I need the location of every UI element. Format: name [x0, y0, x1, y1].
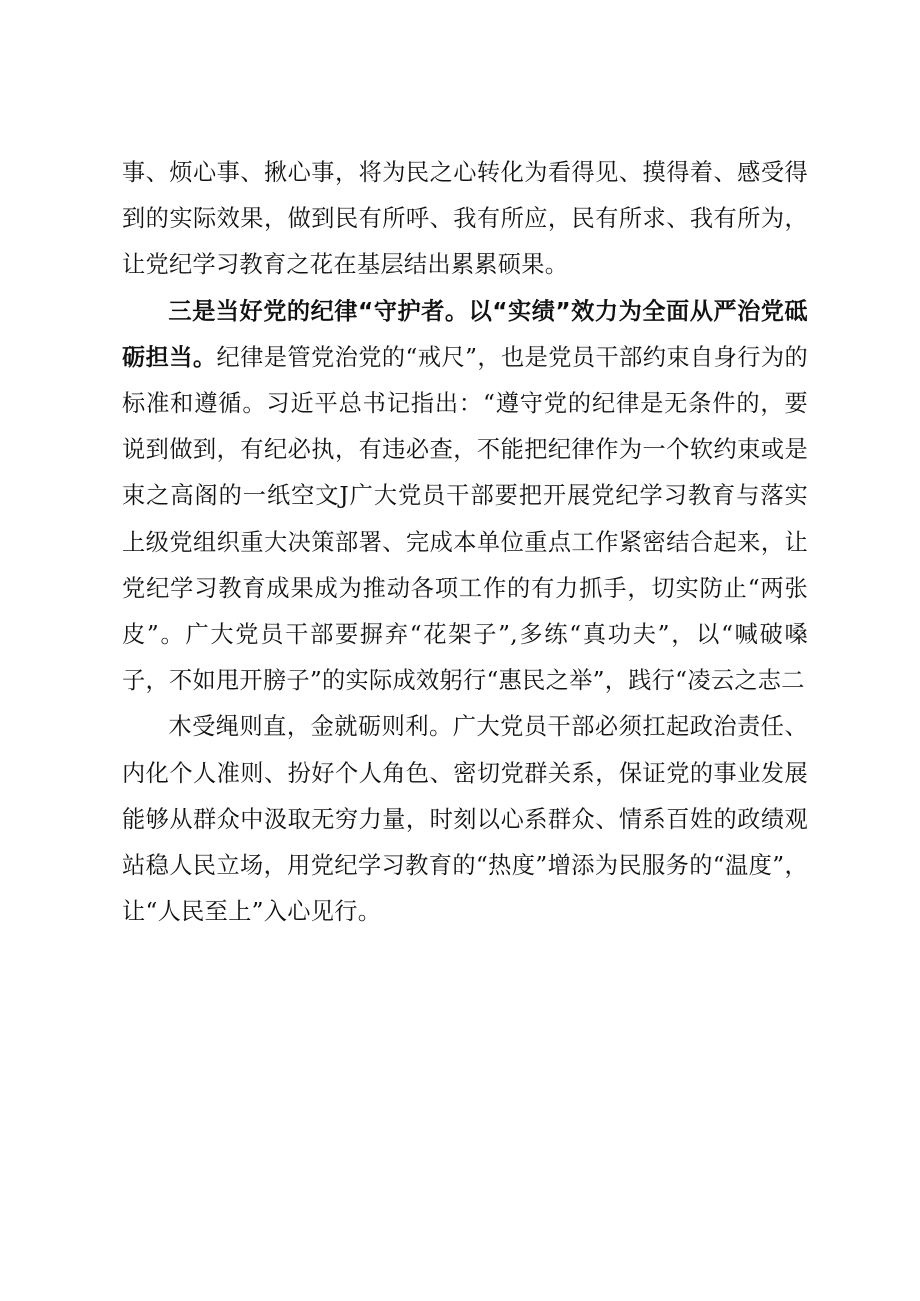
- paragraph-guardian: [122, 289, 808, 705]
- paragraph-text: 纪律是管党治党的“戒尺”，也是党员干部约束自身行为的标准和遵循。习近平总书记指出：“遵守党的纪律是无条件的，要说到做到，有纪必执，有违必查，不能把纪律作为一个软约束或是束之高阁的一纸空文J广大党员干部要把开展党纪学习教育与落实上级党组织重大决策部署、完成本单位重点工作紧密结合起来，让党纪学习教育成果成为推动各项工作的有力抓手，切实防止“两张皮”。广大党员干部要摒弃“花架子”,多练“真功夫”，以“喊破嗓子，不如甩开膀子”的实际成效躬行“惠民之举”，践行“凌云之志二: [122, 343, 808, 695]
- paragraph-continuation: [122, 150, 808, 289]
- paragraph-text: 事、烦心事、揪心事，将为民之心转化为看得见、摸得着、感受得到的实际效果，做到民有所呼、我有所应，民有所求、我有所为，让党纪学习教育之花在基层结出累累硕果。: [122, 159, 808, 279]
- document-body: [122, 150, 808, 935]
- paragraph-text: 木受绳则直，金就砺则利。广大党员干部必须扛起政治责任、内化个人准则、扮好个人角色、密切党群关系，保证党的事业发展能够从群众中汲取无穷力量，时刻以心系群众、情系百姓的政绩观站稳人民立场，用党纪学习教育的“热度”增添为民服务的“温度”，让“人民至上”入心见行。: [122, 713, 808, 926]
- paragraph-conclusion: [122, 704, 808, 935]
- paragraph-heading: 三是当好党的纪律“守护者。以“实绩”效力为全面从严治党砥砺担当。: [122, 297, 808, 371]
